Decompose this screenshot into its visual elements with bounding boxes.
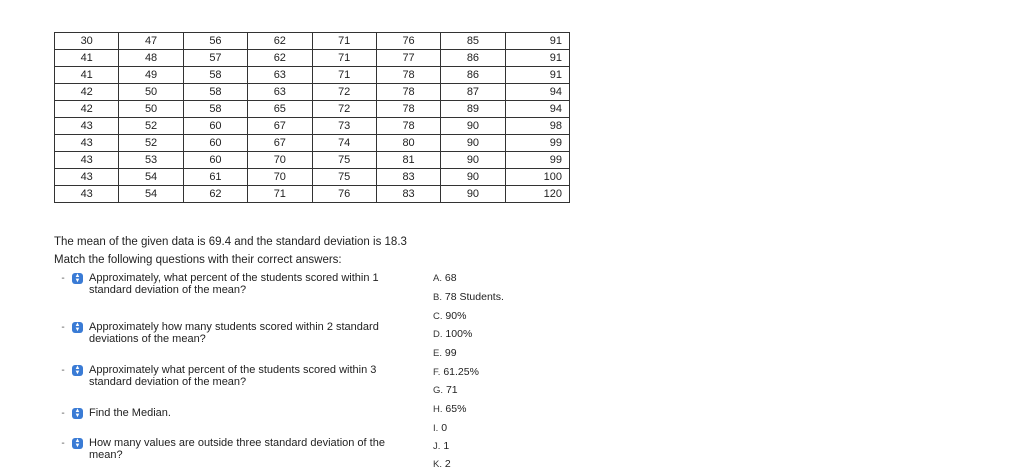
table-cell: 65 bbox=[248, 101, 312, 118]
answer-select-value: - bbox=[61, 273, 65, 284]
answer-option bbox=[433, 328, 472, 340]
table-cell: 91 bbox=[505, 50, 569, 67]
answer-letter: C. bbox=[433, 311, 443, 322]
table-row bbox=[55, 186, 570, 203]
answer-letter: H. bbox=[433, 404, 443, 415]
question-text: Approximately, what percent of the students scored within 1 standard deviation of the mean? bbox=[89, 272, 379, 296]
answer-letter: F. bbox=[433, 367, 441, 378]
answer-letter: E. bbox=[433, 348, 442, 359]
answer-option bbox=[433, 272, 457, 284]
table-cell: 62 bbox=[248, 33, 312, 50]
table-cell: 71 bbox=[312, 50, 376, 67]
question-text: Approximately how many students scored within 2 standard deviations of the mean? bbox=[89, 321, 379, 345]
answer-option bbox=[433, 384, 458, 396]
data-table-body bbox=[55, 33, 570, 203]
answer-text: 0 bbox=[441, 422, 448, 434]
table-cell: 50 bbox=[119, 101, 183, 118]
answer-select[interactable] bbox=[58, 273, 83, 284]
answer-option bbox=[433, 440, 449, 452]
table-cell: 91 bbox=[505, 67, 569, 84]
question-item bbox=[58, 364, 418, 388]
table-row bbox=[55, 50, 570, 67]
chevron-up-down-icon[interactable]: ▲ ▼ bbox=[72, 322, 83, 333]
table-cell: 72 bbox=[312, 84, 376, 101]
answer-option bbox=[433, 291, 504, 303]
question-item bbox=[58, 437, 418, 461]
table-cell: 58 bbox=[183, 84, 247, 101]
answer-select-value: - bbox=[61, 365, 65, 376]
table-cell: 63 bbox=[248, 67, 312, 84]
table-cell: 58 bbox=[183, 101, 247, 118]
answer-text: 65% bbox=[445, 403, 467, 415]
table-cell: 50 bbox=[119, 84, 183, 101]
table-cell: 42 bbox=[55, 101, 119, 118]
question-item bbox=[58, 272, 418, 296]
table-row bbox=[55, 33, 570, 50]
answer-select-value: - bbox=[61, 322, 65, 333]
answer-text: 90% bbox=[445, 310, 467, 322]
answer-text: 68 bbox=[444, 272, 457, 284]
table-row bbox=[55, 84, 570, 101]
table-cell: 62 bbox=[183, 186, 247, 203]
table-cell: 100 bbox=[505, 169, 569, 186]
chevron-up-down-icon[interactable]: ▲ ▼ bbox=[72, 438, 83, 449]
data-table bbox=[54, 32, 570, 203]
table-cell: 90 bbox=[441, 169, 505, 186]
table-cell: 61 bbox=[183, 169, 247, 186]
table-cell: 94 bbox=[505, 84, 569, 101]
table-cell: 71 bbox=[312, 33, 376, 50]
question-text: Approximately what percent of the students scored within 3 standard deviation of the mean? bbox=[89, 364, 377, 388]
answer-text: 78 Students. bbox=[444, 291, 504, 303]
table-cell: 78 bbox=[376, 101, 440, 118]
table-cell: 70 bbox=[248, 152, 312, 169]
answer-text: 71 bbox=[445, 384, 458, 396]
instructions-text: Match the following questions with their correct answers: bbox=[54, 254, 342, 266]
question-item bbox=[58, 321, 418, 345]
table-cell: 42 bbox=[55, 84, 119, 101]
answer-option bbox=[433, 347, 457, 359]
table-cell: 75 bbox=[312, 152, 376, 169]
chevron-up-down-icon[interactable]: ▲ ▼ bbox=[72, 408, 83, 419]
chevron-up-down-icon[interactable]: ▲ ▼ bbox=[72, 365, 83, 376]
table-cell: 49 bbox=[119, 67, 183, 84]
table-row bbox=[55, 118, 570, 135]
table-cell: 83 bbox=[376, 186, 440, 203]
table-cell: 67 bbox=[248, 135, 312, 152]
table-cell: 81 bbox=[376, 152, 440, 169]
table-cell: 43 bbox=[55, 169, 119, 186]
table-cell: 77 bbox=[376, 50, 440, 67]
table-cell: 43 bbox=[55, 118, 119, 135]
table-row bbox=[55, 152, 570, 169]
answer-text: 100% bbox=[445, 328, 473, 340]
table-cell: 89 bbox=[441, 101, 505, 118]
table-cell: 86 bbox=[441, 67, 505, 84]
table-cell: 30 bbox=[55, 33, 119, 50]
answer-select[interactable] bbox=[58, 365, 83, 376]
answer-select-value: - bbox=[61, 408, 65, 419]
question-item bbox=[58, 407, 418, 419]
answer-option bbox=[433, 458, 451, 470]
answer-option bbox=[433, 366, 479, 378]
answer-letter: K. bbox=[433, 459, 442, 470]
answer-option bbox=[433, 422, 447, 434]
table-cell: 99 bbox=[505, 152, 569, 169]
answer-text: 1 bbox=[443, 440, 450, 452]
answer-select[interactable] bbox=[58, 322, 83, 333]
table-cell: 63 bbox=[248, 84, 312, 101]
table-cell: 43 bbox=[55, 152, 119, 169]
table-cell: 120 bbox=[505, 186, 569, 203]
answer-letter: D. bbox=[433, 329, 443, 340]
answer-letter: B. bbox=[433, 292, 442, 303]
table-cell: 72 bbox=[312, 101, 376, 118]
table-cell: 98 bbox=[505, 118, 569, 135]
table-cell: 53 bbox=[119, 152, 183, 169]
answer-letter: I. bbox=[433, 423, 439, 434]
table-cell: 52 bbox=[119, 118, 183, 135]
table-cell: 67 bbox=[248, 118, 312, 135]
table-cell: 43 bbox=[55, 186, 119, 203]
table-cell: 86 bbox=[441, 50, 505, 67]
table-cell: 57 bbox=[183, 50, 247, 67]
table-row bbox=[55, 169, 570, 186]
table-cell: 78 bbox=[376, 118, 440, 135]
stats-text: The mean of the given data is 69.4 and the standard deviation is 18.3 bbox=[54, 236, 407, 248]
table-cell: 56 bbox=[183, 33, 247, 50]
answer-letter: G. bbox=[433, 385, 444, 396]
table-cell: 90 bbox=[441, 152, 505, 169]
table-cell: 43 bbox=[55, 135, 119, 152]
answer-option bbox=[433, 310, 466, 322]
table-cell: 83 bbox=[376, 169, 440, 186]
table-cell: 78 bbox=[376, 67, 440, 84]
table-cell: 58 bbox=[183, 67, 247, 84]
table-cell: 75 bbox=[312, 169, 376, 186]
table-cell: 99 bbox=[505, 135, 569, 152]
table-cell: 76 bbox=[376, 33, 440, 50]
table-cell: 80 bbox=[376, 135, 440, 152]
table-row bbox=[55, 67, 570, 84]
table-cell: 52 bbox=[119, 135, 183, 152]
table-cell: 71 bbox=[312, 67, 376, 84]
answer-select-value: - bbox=[61, 438, 65, 449]
table-cell: 60 bbox=[183, 118, 247, 135]
answer-letter: A. bbox=[433, 273, 442, 284]
question-text: Find the Median. bbox=[89, 407, 171, 419]
table-cell: 54 bbox=[119, 186, 183, 203]
answer-text: 99 bbox=[444, 347, 457, 359]
table-row bbox=[55, 135, 570, 152]
table-cell: 62 bbox=[248, 50, 312, 67]
table-cell: 60 bbox=[183, 152, 247, 169]
table-cell: 90 bbox=[441, 118, 505, 135]
table-cell: 85 bbox=[441, 33, 505, 50]
table-cell: 73 bbox=[312, 118, 376, 135]
table-row bbox=[55, 101, 570, 118]
table-cell: 41 bbox=[55, 50, 119, 67]
table-cell: 71 bbox=[248, 186, 312, 203]
table-cell: 87 bbox=[441, 84, 505, 101]
answer-option bbox=[433, 403, 466, 415]
answer-text: 61.25% bbox=[443, 366, 479, 378]
table-cell: 76 bbox=[312, 186, 376, 203]
table-cell: 54 bbox=[119, 169, 183, 186]
table-cell: 48 bbox=[119, 50, 183, 67]
table-cell: 94 bbox=[505, 101, 569, 118]
table-cell: 90 bbox=[441, 135, 505, 152]
table-cell: 41 bbox=[55, 67, 119, 84]
question-text: How many values are outside three standard deviation of the mean? bbox=[89, 437, 385, 461]
chevron-up-down-icon[interactable]: ▲ ▼ bbox=[72, 273, 83, 284]
answer-text: 2 bbox=[444, 458, 451, 470]
table-cell: 60 bbox=[183, 135, 247, 152]
answer-select[interactable] bbox=[58, 408, 83, 419]
table-cell: 47 bbox=[119, 33, 183, 50]
table-cell: 90 bbox=[441, 186, 505, 203]
table-cell: 91 bbox=[505, 33, 569, 50]
table-cell: 78 bbox=[376, 84, 440, 101]
table-cell: 70 bbox=[248, 169, 312, 186]
table-cell: 74 bbox=[312, 135, 376, 152]
answer-select[interactable] bbox=[58, 438, 83, 449]
answer-letter: J. bbox=[433, 441, 441, 452]
